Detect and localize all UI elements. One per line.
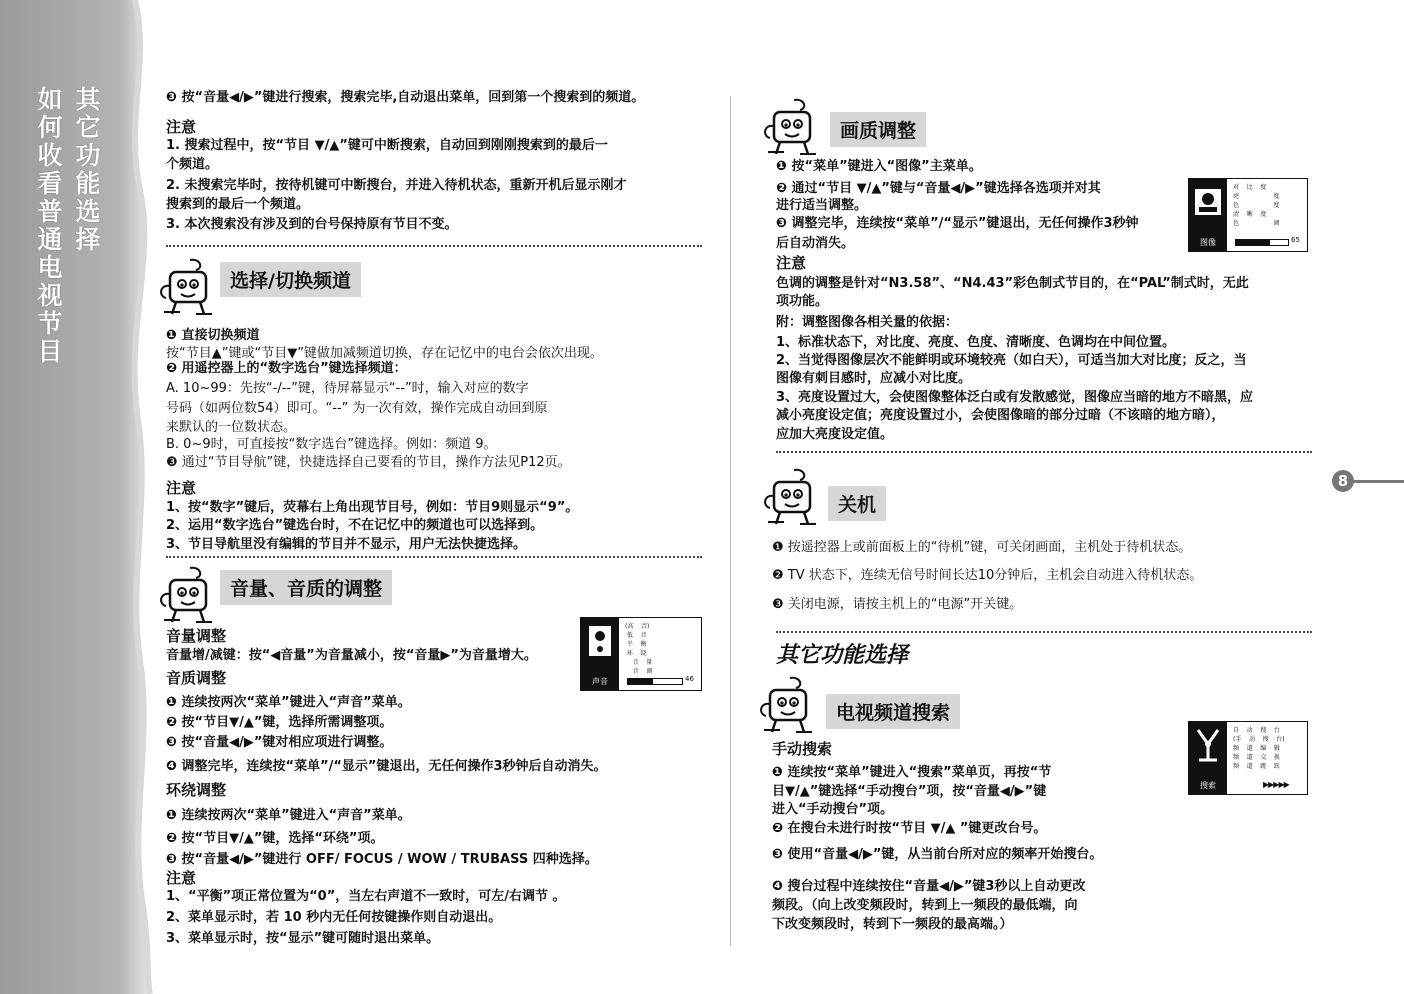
- note-line: 3、菜单显示时，按“显示”键可随时退出菜单。: [166, 931, 440, 946]
- antenna-icon: [1189, 722, 1227, 772]
- picture-icon: [1189, 179, 1227, 229]
- attach-line: 应加大亮度设定值。: [776, 427, 894, 442]
- page-number-tab: [1332, 470, 1404, 492]
- tv-mascot-icon: [760, 466, 822, 528]
- search-line: ❸ 使用“音量◀/▶”键，从当前台所对应的频率开始搜台。: [772, 847, 1103, 862]
- note-line: 2、运用“数字选台”键选台时，不在记忆中的频道也可以选择到。: [166, 518, 544, 533]
- volume-value: 46: [685, 675, 694, 683]
- switch-line: 号码（如两位数54）即可。“--” 为一次有效，操作完成自动回到原: [166, 401, 548, 416]
- note-line: 2. 未搜索完毕时，按待机键可中断搜台，并进入待机状态，重新开机后显示刚才: [166, 178, 627, 193]
- search-step-3: ❸ 按“音量◀/▶”键进行搜索，搜索完毕,自动退出菜单，回到第一个搜索到的频道。: [166, 90, 645, 105]
- speaker-icon: [581, 618, 619, 668]
- volume-line: 音量增/减键：按“◀音量”为音量减小，按“音量▶”为音量增大。: [166, 648, 537, 663]
- note-label: 注意: [166, 869, 197, 887]
- panel-menu-items: (高 音) 低 音 平 衡 环 绕 音 量 音 调: [625, 623, 653, 675]
- panel-label: 图像: [1200, 238, 1216, 247]
- panel-label: 搜索: [1200, 781, 1216, 790]
- dotted-divider: [166, 556, 702, 558]
- panel-side: [1189, 722, 1227, 794]
- note-line: 2、菜单显示时，若 10 秒内无任何按键操作则自动退出。: [166, 910, 502, 925]
- section-header-switch-channel: [156, 256, 456, 296]
- note-line: 1、“平衡”项正常位置为“0”，当左右声道不一致时，可左/右调节 。: [166, 889, 566, 904]
- panel-menu-items: 自 动 搜 台 (手 动 搜 台) 频 道 编 辑 频 道 交 换 频 道 跳 跃: [1233, 727, 1285, 770]
- attach-line: 3、亮度设置过大，会使图像整体泛白或有发散感觉，图像应当暗的地方不暗黑，应: [776, 390, 1254, 405]
- manual-search-heading: 手动搜索: [772, 740, 833, 758]
- section-title: 音量、音质的调整: [220, 570, 392, 605]
- attach-line: 2、当觉得图像层次不能鲜明或环境较亮（如白天），可适当加大对比度；反之，当: [776, 353, 1247, 368]
- picture-line: ❷ 通过“节目 ▼/▲”键与“音量◀/▶”键选择各选项并对其: [776, 181, 1101, 196]
- surround-line: ❸ 按“音量◀/▶”键进行 OFF/ FOCUS / WOW / TRUBASS 四种选择。: [166, 852, 598, 867]
- tone-line: ❶ 连续按两次“菜单”键进入“声音”菜单。: [166, 695, 411, 710]
- picture-line: 进行适当调整。: [776, 198, 868, 213]
- picture-bar: [1235, 239, 1289, 246]
- attach-label: 附：调整图像各相关量的依据：: [776, 315, 959, 330]
- note-line: 项功能。: [776, 294, 829, 309]
- search-line: 目▼/▲”键选择“手动搜台”项，按“音量◀/▶”键: [772, 784, 1047, 799]
- panel-menu-items: 对 比 度 亮 度 色 度 清 晰 度 色 调: [1233, 184, 1280, 227]
- dotted-divider: [166, 245, 702, 247]
- volume-bar-fill: [628, 679, 653, 684]
- note-line: 1、按“数字”键后，荧幕右上角出现节目号，例如：节目9则显示“9”。: [166, 500, 579, 515]
- switch-line: A. 10~99：先按“-/--”键，待屏幕显示“--”时，输入对应的数字: [166, 381, 529, 396]
- section-title: 关机: [828, 486, 886, 521]
- switch-line: ❶ 直接切换频道: [166, 328, 260, 343]
- sidebar-text-how-to-watch: 如何收看普通电视节目: [34, 86, 63, 366]
- section-header-channel-search: [756, 674, 1016, 724]
- tv-mascot-icon: [156, 564, 218, 626]
- tone-line: ❷ 按“节目▼/▲”键，选择所需调整项。: [166, 715, 393, 730]
- search-menu-panel: [1188, 721, 1308, 795]
- volume-heading: 音量调整: [166, 627, 227, 645]
- section-header-picture: [760, 96, 1000, 142]
- search-line: 下改变频段时，转到下一频段的最高端。）: [772, 917, 1013, 932]
- sidebar-text-other-functions: 其它功能选择: [72, 86, 101, 254]
- search-line: ❹ 搜台过程中连续按住“音量◀/▶”键3秒以上自动更改: [772, 879, 1086, 894]
- attach-line: 1、标准状态下，对比度、亮度、色度、清晰度、色调均在中间位置。: [776, 335, 1176, 350]
- search-line: ❷ 在搜台未进行时按“节目 ▼/▲ ”键更改台号。: [772, 821, 1047, 836]
- switch-line: 按“节目▲”键或“节目▼”键做加减频道切换，存在记忆中的电台会依次出现。: [166, 346, 603, 361]
- section-header-volume: [156, 564, 456, 604]
- tv-mascot-icon: [156, 256, 218, 318]
- note-label: 注意: [166, 479, 197, 497]
- note-label: 注意: [166, 118, 197, 136]
- panel-side: [581, 618, 619, 690]
- tone-line: ❹ 调整完毕，连续按“菜单”/“显示”键退出，无任何操作3秒钟后自动消失。: [166, 759, 607, 774]
- sound-menu-panel: [580, 617, 702, 691]
- picture-menu-panel: [1188, 178, 1308, 252]
- switch-line: 来默认的一位数状态。: [166, 420, 297, 435]
- note-line: 色调的调整是针对“N3.58”、“N4.43”彩色制式节目的，在“PAL”制式时，无此: [776, 276, 1249, 291]
- note-line: 个频道。: [166, 157, 219, 172]
- picture-line: ❶ 按“菜单”键进入“图像”主菜单。: [776, 159, 982, 174]
- attach-line: 图像有刺目感时，应减小对比度。: [776, 371, 972, 386]
- search-line: 进入“手动搜台”项。: [772, 802, 894, 817]
- search-line: ❶ 连续按“菜单”键进入“搜索”菜单页，再按“节: [772, 765, 1052, 780]
- dotted-divider: [776, 451, 1312, 453]
- surround-line: ❶ 连续按两次“菜单”键进入“声音”菜单。: [166, 808, 411, 823]
- power-off-line: ❷ TV 状态下，连续无信号时间长达10分钟后，主机会自动进入待机状态。: [772, 568, 1203, 583]
- tone-heading: 音质调整: [166, 669, 227, 687]
- surround-heading: 环绕调整: [166, 781, 227, 799]
- power-off-line: ❶ 按遥控器上或前面板上的“待机”键，可关闭画面，主机处于待机状态。: [772, 540, 1192, 555]
- other-functions-title: 其它功能选择: [776, 643, 909, 668]
- switch-line: ❸ 通过“节目导航”键，快捷选择自己要看的节目，操作方法见P12页。: [166, 455, 571, 470]
- panel-label: 声音: [592, 677, 608, 686]
- attach-line: 减小亮度设定值；亮度设置过小，会使图像暗的部分过暗（不该暗的地方暗），: [776, 408, 1225, 423]
- section-title: 画质调整: [830, 112, 926, 147]
- note-line: 搜索到的最后一个频道。: [166, 197, 310, 212]
- surround-line: ❷ 按“节目▼/▲”键，选择“环绕”项。: [166, 831, 384, 846]
- arrows-indicator: ▶▶▶▶▶: [1263, 780, 1289, 789]
- note-line: 1. 搜索过程中，按“节目 ▼/▲”键可中断搜索，自动回到刚刚搜索到的最后一: [166, 138, 608, 153]
- dotted-divider: [776, 631, 1312, 633]
- note-line: 3. 本次搜索没有涉及到的台号保持原有节目不变。: [166, 217, 458, 232]
- page-number: 8: [1332, 470, 1354, 492]
- tv-mascot-icon: [760, 96, 822, 158]
- picture-bar-fill: [1236, 240, 1270, 245]
- search-line: 频段。（向上改变频段时，转到上一频段的最低端，向: [772, 898, 1078, 913]
- power-off-line: ❸ 关闭电源，请按主机上的“电源”开关键。: [772, 597, 1023, 612]
- picture-value: 65: [1291, 236, 1300, 244]
- panel-side: [1189, 179, 1227, 251]
- tone-line: ❸ 按“音量◀/▶”键对相应项进行调整。: [166, 735, 393, 750]
- note-line: 3、节目导航里没有编辑的节目并不显示，用户无法快捷选择。: [166, 537, 527, 552]
- picture-line: 后自动消失。: [776, 236, 855, 251]
- volume-bar: [627, 678, 683, 685]
- section-header-power-off: [760, 466, 960, 516]
- column-divider: [730, 96, 731, 946]
- tv-mascot-icon: [756, 674, 818, 736]
- section-title: 电视频道搜索: [826, 694, 960, 729]
- section-title: 选择/切换频道: [220, 262, 361, 297]
- switch-line: B. 0~9时，可直接按“数字选台”键选择。例如：频道 9。: [166, 437, 497, 452]
- note-label: 注意: [776, 254, 807, 272]
- picture-line: ❸ 调整完毕，连续按“菜单”/“显示”键退出，无任何操作3秒钟: [776, 216, 1139, 231]
- switch-line: ❷ 用遥控器上的“数字选台”键选择频道：: [166, 361, 407, 376]
